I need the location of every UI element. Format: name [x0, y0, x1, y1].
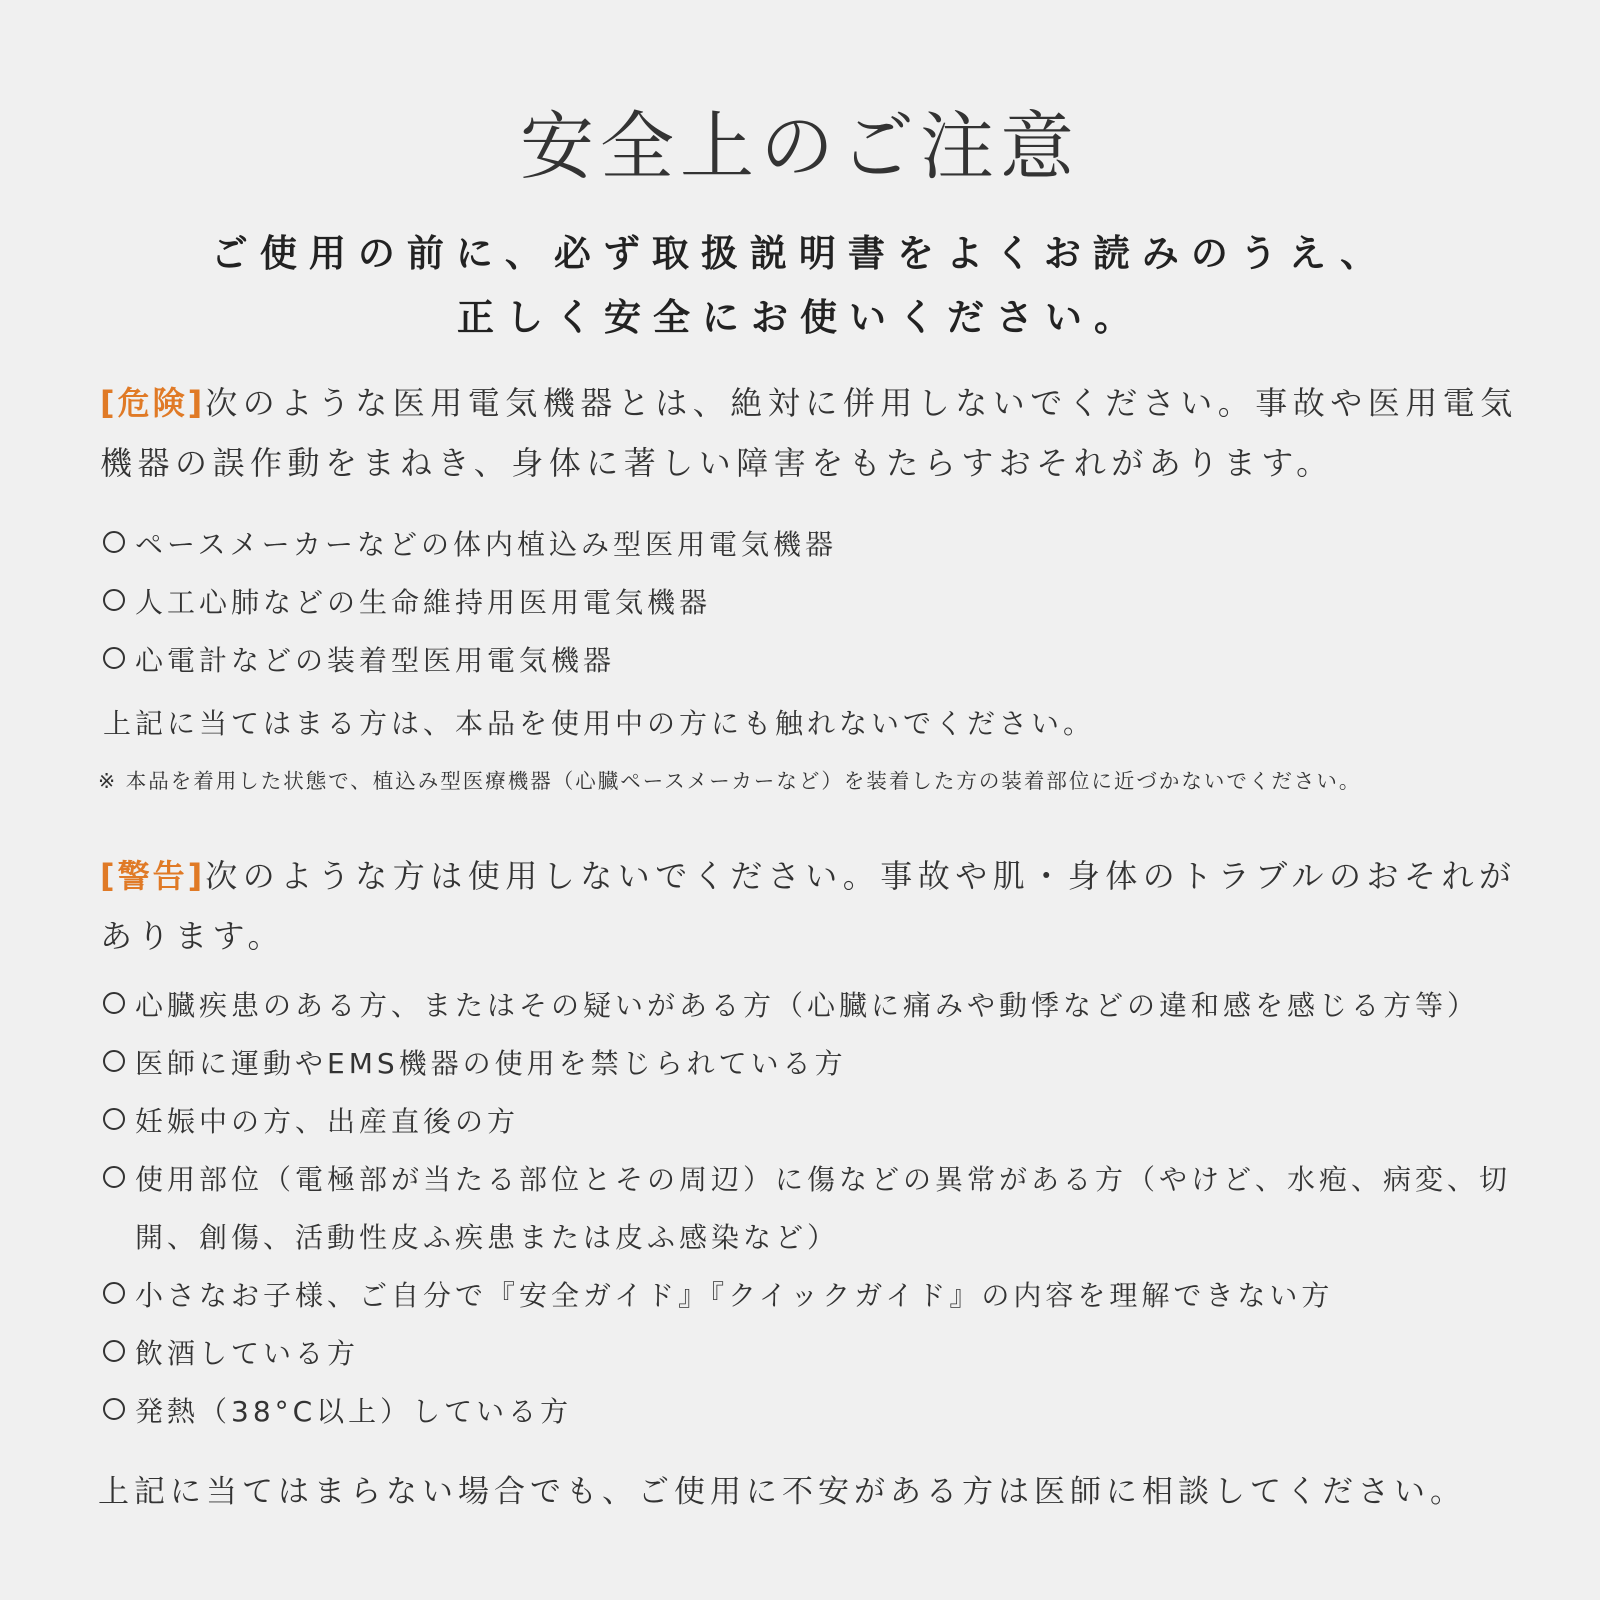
list-item — [103, 977, 1523, 1035]
list-item — [103, 1325, 1523, 1383]
danger-item-1: ペースメーカーなどの体内植込み型医用電気機器 — [135, 528, 838, 561]
list-item — [103, 1093, 1523, 1151]
circle-bullet-icon — [103, 1166, 125, 1188]
danger-text: 次のような医用電気機器とは、絶対に併用しないでください。事故や医用電気機器の誤作動をまねき、身体に著しい障害をもたらすおそれがあります。 — [100, 384, 1518, 482]
danger-list — [103, 516, 1523, 690]
list-item — [103, 574, 1523, 632]
warning-item-5: 小さなお子様、ご自分で『安全ガイド』『クイックガイド』の内容を理解できない方 — [135, 1279, 1334, 1312]
closing-text: 上記に当てはまらない場合でも、ご使用に不安がある方は医師に相談してください。 — [98, 1474, 1466, 1510]
circle-bullet-icon — [103, 1398, 125, 1420]
warning-item-4: 使用部位（電極部が当たる部位とその周辺）に傷などの異常がある方（やけど、水疱、病変、切開、創傷、活動性皮ふ疾患または皮ふ感染など） — [135, 1163, 1512, 1254]
intro-message — [0, 222, 1600, 350]
warning-tag: [警告] — [100, 857, 206, 895]
warning-item-6: 飲酒している方 — [135, 1337, 360, 1370]
danger-note: ※ 本品を着用した状態で、植込み型医療機器（心臓ペースメーカーなど）を装着した方の装着部位に近づかないでください。 — [98, 769, 1362, 793]
intro-line-2: 正しく安全にお使いください。 — [457, 296, 1143, 339]
warning-text: 次のような方は使用しないでください。事故や肌・身体のトラブルのおそれがあります。 — [100, 857, 1517, 955]
circle-bullet-icon — [103, 647, 125, 669]
page-title: 安全上のご注意 — [520, 104, 1080, 190]
danger-item-3: 心電計などの装着型医用電気機器 — [135, 644, 616, 677]
circle-bullet-icon — [103, 992, 125, 1014]
list-item — [103, 632, 1523, 690]
circle-bullet-icon — [103, 1050, 125, 1072]
circle-bullet-icon — [103, 589, 125, 611]
warning-list — [103, 977, 1523, 1441]
warning-item-3: 妊娠中の方、出産直後の方 — [135, 1105, 520, 1138]
list-item — [103, 1267, 1523, 1325]
list-item — [103, 516, 1523, 574]
danger-item-2: 人工心肺などの生命維持用医用電気機器 — [135, 586, 712, 619]
intro-line-1: ご使用の前に、必ず取扱説明書をよくお読みのうえ、 — [210, 232, 1390, 275]
warning-lead — [100, 846, 1520, 966]
circle-bullet-icon — [103, 1282, 125, 1304]
list-item — [103, 1151, 1525, 1267]
danger-tag: [危険] — [100, 384, 206, 422]
list-item — [103, 1035, 1523, 1093]
circle-bullet-icon — [103, 1340, 125, 1362]
circle-bullet-icon — [103, 531, 125, 553]
circle-bullet-icon — [103, 1108, 125, 1130]
warning-item-2: 医師に運動やEMS機器の使用を禁じられている方 — [135, 1047, 847, 1080]
warning-item-1: 心臓疾患のある方、またはその疑いがある方（心臓に痛みや動悸などの違和感を感じる方等） — [135, 989, 1480, 1022]
list-item — [103, 1383, 1523, 1441]
danger-lead — [100, 373, 1520, 493]
danger-follow: 上記に当てはまる方は、本品を使用中の方にも触れないでください。 — [103, 707, 1096, 740]
warning-item-7: 発熱（38°C以上）している方 — [135, 1395, 573, 1428]
